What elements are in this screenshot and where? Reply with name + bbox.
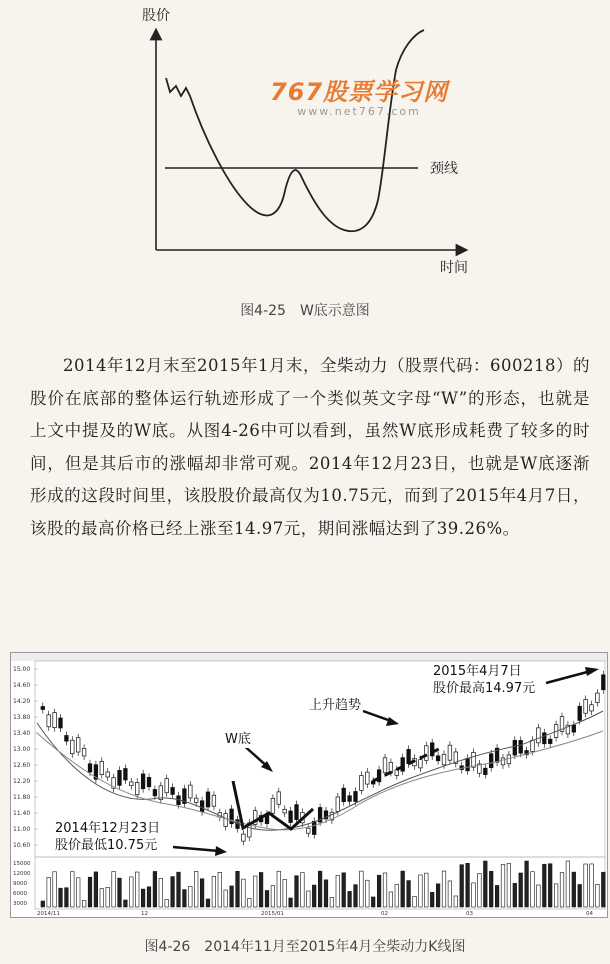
- y-tick-label: 11.80: [13, 794, 31, 801]
- candle: [584, 699, 588, 713]
- volume-bar: [348, 891, 352, 907]
- candle: [189, 785, 193, 798]
- volume-bar: [177, 872, 181, 907]
- x-axis-label: 时间: [440, 260, 468, 276]
- y-tick-label: 11.00: [13, 826, 31, 833]
- volume-bar: [519, 873, 523, 907]
- candle: [171, 787, 175, 794]
- candle: [153, 789, 157, 795]
- high-arrow-head: [585, 667, 599, 676]
- watermark-url: www.net767.com: [297, 105, 421, 118]
- volume-bar: [65, 888, 69, 907]
- annotation-w-bottom: W底: [225, 732, 251, 747]
- y-tick-label: 15.00: [13, 666, 31, 673]
- volume-bar: [336, 875, 340, 907]
- candle: [312, 821, 316, 834]
- candle: [366, 772, 370, 784]
- volume-bar: [289, 898, 293, 907]
- volume-tick-label: 6000: [13, 891, 27, 897]
- volume-bar: [194, 871, 198, 907]
- x-tick-label: 04: [586, 911, 593, 917]
- candle: [419, 760, 423, 768]
- y-tick-label: 11.40: [13, 810, 31, 817]
- volume-bar: [590, 864, 594, 907]
- y-tick-label: 14.60: [13, 682, 31, 689]
- candle: [590, 705, 594, 711]
- volume-bar: [200, 879, 204, 907]
- volume-bar: [383, 873, 387, 907]
- volume-bar: [454, 896, 458, 907]
- annotation-low: [55, 820, 160, 854]
- volume-bar: [218, 872, 222, 907]
- volume-bar: [389, 892, 393, 907]
- volume-bar: [330, 897, 334, 907]
- low-arrow-head: [215, 846, 227, 856]
- volume-bar: [189, 886, 193, 907]
- volume-bar: [596, 884, 600, 907]
- candle: [489, 754, 493, 768]
- x-tick-label: 2015/01: [261, 911, 284, 917]
- volume-bar: [566, 861, 570, 907]
- volume-bar: [537, 885, 541, 907]
- volume-bar: [478, 873, 482, 907]
- volume-tick-label: 15000: [13, 861, 31, 867]
- volume-bar: [159, 878, 163, 907]
- candle: [395, 770, 399, 776]
- candle: [242, 834, 246, 841]
- volume-bar: [248, 898, 252, 907]
- volume-bar: [71, 872, 75, 907]
- annotation-uptrend: 上升趋势: [309, 698, 362, 713]
- candle: [277, 792, 281, 804]
- volume-bar: [413, 896, 417, 907]
- candle: [307, 828, 311, 833]
- candle: [135, 782, 139, 794]
- volume-tick-label: 3000: [13, 901, 27, 907]
- candle: [342, 788, 346, 801]
- volume-bar: [554, 884, 558, 907]
- figure2-caption: 图4-26 2014年11月至2015年4月全柴动力K线图: [144, 939, 466, 955]
- volume-bar: [212, 876, 216, 907]
- x-tick-label: 2014/11: [37, 911, 60, 917]
- candle: [82, 748, 86, 756]
- x-tick-label: 02: [381, 911, 388, 917]
- volume-bar: [47, 878, 51, 907]
- candle: [224, 814, 228, 827]
- volume-bar: [371, 897, 375, 907]
- candle: [501, 758, 505, 765]
- volume-bar: [130, 877, 134, 907]
- volume-bar: [360, 871, 364, 907]
- volume-bar: [283, 879, 287, 907]
- annotation-high-date: 2015年4月7日: [433, 664, 522, 679]
- volume-bar: [153, 871, 157, 907]
- candle: [336, 797, 340, 811]
- volume-bar: [377, 875, 381, 907]
- candle: [206, 792, 210, 807]
- volume-bar: [206, 899, 210, 907]
- candle: [425, 746, 429, 761]
- volume-bar: [425, 873, 429, 907]
- y-tick-label: 12.20: [13, 778, 31, 785]
- volume-bar: [100, 889, 104, 907]
- volume-bar: [183, 890, 187, 907]
- volume-bar: [401, 871, 405, 907]
- y-tick-label: 14.20: [13, 698, 31, 705]
- volume-bar: [484, 861, 488, 907]
- volume-bar: [472, 883, 476, 907]
- volume-bar: [82, 900, 86, 907]
- volume-bar: [59, 888, 63, 907]
- x-tick-label: 12: [141, 911, 148, 917]
- volume-bar: [342, 873, 346, 907]
- candle: [53, 713, 57, 728]
- candle: [118, 770, 122, 785]
- volume-bar: [602, 872, 606, 907]
- volume-bar: [277, 871, 281, 907]
- annotation-low-date: 2014年12月23日: [55, 821, 161, 836]
- volume-bar: [124, 900, 128, 907]
- candle: [194, 798, 198, 802]
- candle: [200, 801, 204, 812]
- candle: [141, 774, 145, 789]
- neckline-label: 颈线: [430, 161, 458, 177]
- x-tick-label: 03: [466, 911, 473, 917]
- volume-bar: [442, 871, 446, 907]
- candle: [383, 758, 387, 773]
- candle: [354, 791, 358, 801]
- volume-bar: [525, 861, 529, 907]
- candle: [124, 769, 128, 780]
- volume-bar: [460, 865, 464, 907]
- candle: [543, 733, 547, 744]
- candle: [71, 740, 75, 754]
- volume-bar: [53, 872, 57, 907]
- volume-bar: [531, 872, 535, 907]
- volume-bar: [548, 864, 552, 907]
- y-tick-label: 13.00: [13, 746, 31, 753]
- watermark: [270, 72, 448, 118]
- candle: [578, 706, 582, 720]
- volume-bar: [224, 890, 228, 907]
- candle: [47, 715, 51, 727]
- volume-bar: [230, 886, 234, 907]
- annotation-low-price: 股价最低10.75元: [55, 838, 158, 853]
- volume-bar: [560, 873, 564, 907]
- candle: [448, 745, 452, 760]
- volume-bar: [436, 884, 440, 907]
- volume-bar: [395, 884, 399, 907]
- volume-bar: [430, 892, 434, 907]
- candle: [466, 758, 470, 770]
- high-arrow: [546, 671, 591, 683]
- candle: [442, 754, 446, 765]
- candle: [59, 718, 63, 728]
- candle: [596, 693, 600, 702]
- candle: [548, 739, 552, 743]
- volume-bar: [354, 885, 358, 907]
- candle: [295, 805, 299, 820]
- candle: [360, 776, 364, 791]
- volume-bar: [543, 864, 547, 907]
- candle: [271, 798, 275, 813]
- candle: [348, 796, 352, 802]
- volume-bar: [253, 876, 257, 907]
- volume-bar: [407, 881, 411, 907]
- y-tick-label: 13.80: [13, 714, 31, 721]
- candle: [283, 809, 287, 813]
- candle: [519, 740, 523, 753]
- volume-bar: [242, 879, 246, 907]
- volume-bar: [259, 872, 263, 907]
- candle: [65, 735, 69, 741]
- candle: [289, 811, 293, 823]
- candle: [436, 756, 440, 761]
- candle: [531, 740, 535, 751]
- candle: [507, 755, 511, 764]
- candle: [572, 725, 576, 732]
- volume-bar: [141, 889, 145, 907]
- volume-bar: [118, 878, 122, 907]
- volume-bar: [295, 876, 299, 907]
- volume-bar: [584, 864, 588, 907]
- w-bottom-diagram: [0, 0, 610, 300]
- y-tick-label: 13.40: [13, 730, 31, 737]
- volume-bar: [495, 885, 499, 907]
- volume-bar: [76, 878, 80, 907]
- figure1-caption: 图4-25 W底示意图: [240, 303, 370, 319]
- volume-bar: [501, 864, 505, 907]
- volume-bar: [265, 891, 269, 907]
- volume-bar: [312, 885, 316, 907]
- price-curve: [166, 30, 424, 231]
- candle: [165, 779, 169, 793]
- candle: [130, 782, 134, 786]
- volume-bar: [448, 881, 452, 907]
- volume-bar: [88, 877, 92, 907]
- volume-bar: [271, 886, 275, 907]
- volume-bar: [147, 887, 151, 907]
- volume-bar: [165, 899, 169, 907]
- volume-bar: [318, 871, 322, 907]
- watermark-title: 767股票学习网: [270, 78, 449, 106]
- volume-bar: [307, 891, 311, 907]
- volume-bar: [489, 871, 493, 907]
- candle: [88, 764, 92, 772]
- y-tick-label: 10.60: [13, 842, 31, 849]
- candle: [100, 761, 104, 774]
- volume-bar: [171, 877, 175, 907]
- volume-tick-label: 9000: [13, 881, 27, 887]
- volume-bar: [301, 873, 305, 907]
- uptrend-arrow-head: [386, 717, 399, 726]
- candle: [472, 752, 476, 767]
- body-paragraph: 2014年12月末至2015年1月末，全柴动力（股票代码：600218）的股价在底部的整体运行轨迹形成了一个类似英文字母“W”的形态，也就是上文中提及的W底。从图4-26中可以看到，虽然W底形成耗费了较多的时间，但是其后市的涨幅却非常可观。2014年12月23日，也就是W底逐渐形成的这段时间里，该股股价最高仅为10.75元，而到了2015年4月7日，该股的最高价格已经上涨至14.97元，期间涨幅达到了39.26%。: [30, 356, 590, 538]
- volume-bar: [466, 863, 470, 907]
- low-arrow: [173, 847, 219, 851]
- candle: [513, 740, 517, 755]
- volume-tick-label: 12000: [13, 871, 31, 877]
- volume-bar: [112, 872, 116, 907]
- kline-chart: [10, 652, 608, 918]
- volume-bar: [578, 884, 582, 907]
- volume-bar: [236, 871, 240, 907]
- volume-bar: [513, 883, 517, 907]
- y-tick-label: 12.60: [13, 762, 31, 769]
- volume-bar: [94, 872, 98, 907]
- annotation-high: [433, 663, 535, 697]
- candle: [76, 738, 80, 752]
- volume-bar: [507, 864, 511, 907]
- candle: [106, 772, 110, 777]
- candle: [401, 758, 405, 772]
- candle: [602, 675, 606, 690]
- volume-bar: [106, 887, 110, 907]
- candle: [147, 777, 151, 786]
- candle: [41, 707, 45, 710]
- uptrend-arrow: [363, 711, 391, 721]
- volume-bar: [419, 875, 423, 907]
- volume-bar: [41, 901, 45, 907]
- candle: [212, 795, 216, 806]
- volume-bar: [366, 880, 370, 907]
- y-axis-label: 股价: [142, 8, 170, 24]
- annotation-high-price: 股价最高14.97元: [433, 681, 536, 696]
- volume-bar: [135, 872, 139, 907]
- volume-bar: [324, 880, 328, 907]
- volume-bar: [572, 872, 576, 907]
- candle: [484, 768, 488, 774]
- candle: [537, 728, 541, 743]
